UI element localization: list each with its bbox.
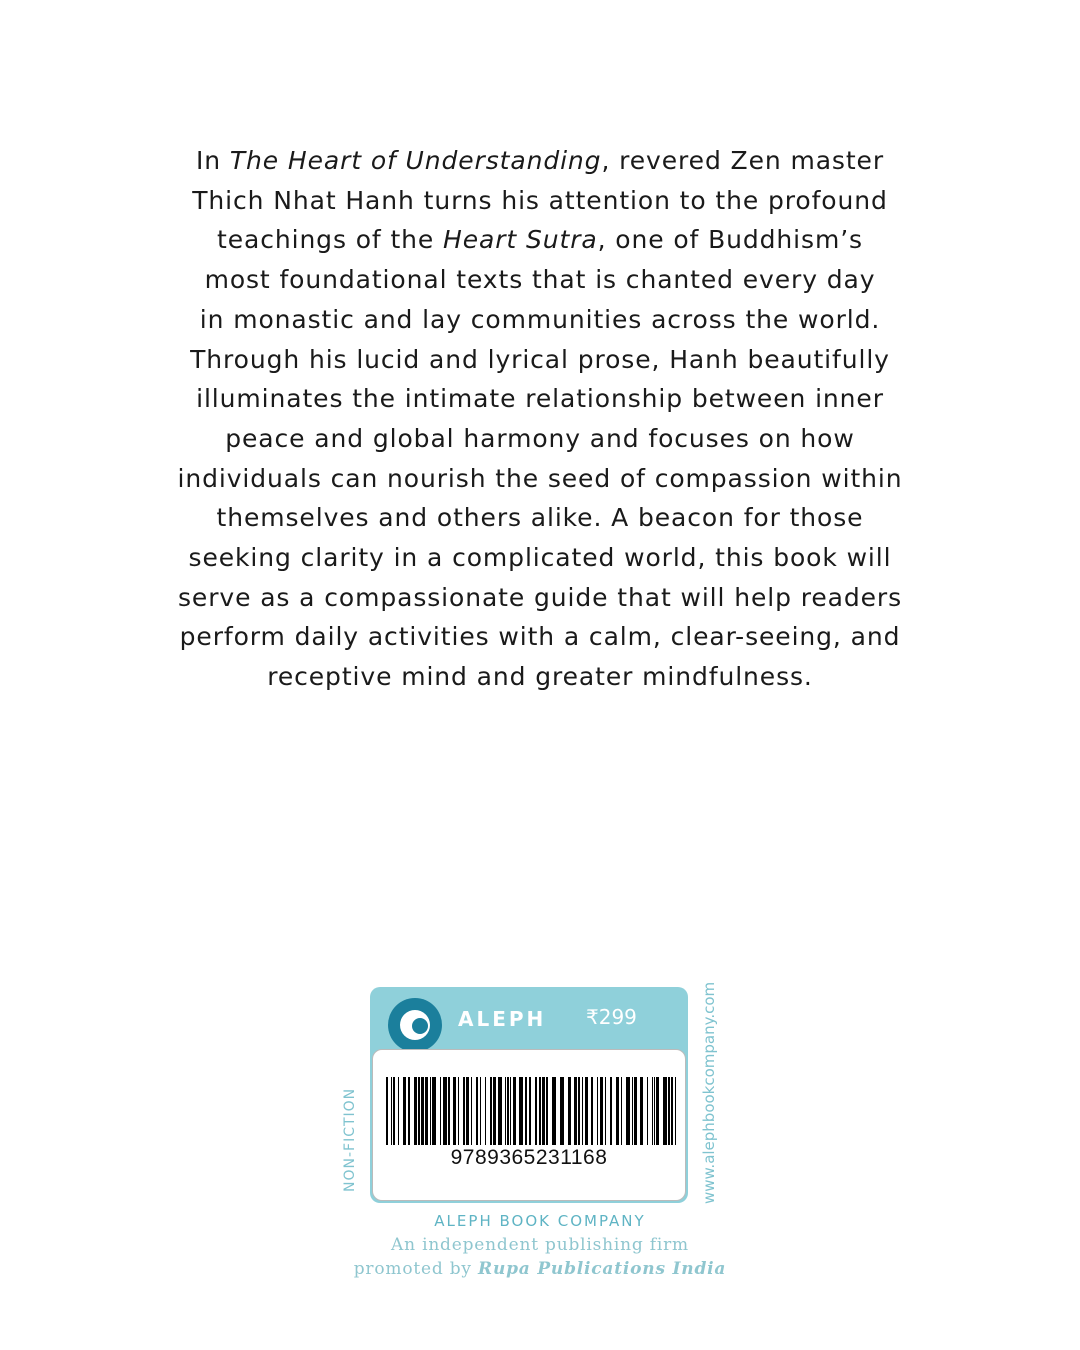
barcode-bar	[463, 1077, 465, 1145]
barcode-bar	[510, 1077, 511, 1145]
text-segment: most foundational texts that is chanted every day	[204, 265, 876, 295]
description-line	[0, 220, 1080, 260]
description-line	[0, 419, 1080, 459]
barcode-bar	[414, 1077, 417, 1145]
description-line	[0, 141, 1080, 181]
italic-title: The Heart of Understanding	[229, 146, 602, 175]
barcode-bar	[471, 1077, 472, 1145]
barcode-bar	[621, 1077, 622, 1145]
barcode-bar	[654, 1077, 655, 1145]
aleph-logo-icon	[388, 998, 442, 1052]
barcode-bar	[542, 1077, 545, 1145]
website-url: www.alephbookcompany.com	[700, 981, 718, 1204]
text-segment: In	[195, 146, 230, 175]
description-line	[0, 657, 1080, 697]
barcode-bar	[458, 1077, 459, 1145]
publisher-tagline: An independent publishing firm	[391, 1235, 689, 1255]
text-segment: in monastic and lay communities across the world.	[199, 304, 881, 334]
text-segment: Through his lucid and lyrical prose, Hanh beautifully	[190, 344, 890, 374]
text-segment: receptive mind and greater mindfulness.	[267, 662, 813, 692]
text-segment: individuals can nourish the seed of compassion within	[177, 463, 903, 493]
barcode-bar	[610, 1077, 612, 1145]
brand-name: ALEPH	[458, 1007, 547, 1031]
text-segment: serve as a compassionate guide that will help readers	[177, 582, 902, 612]
barcode-bar	[585, 1077, 588, 1145]
description-line	[0, 260, 1080, 300]
description-line	[0, 459, 1080, 499]
category-label: NON-FICTION	[342, 1087, 358, 1192]
text-segment: , revered Zen master	[601, 146, 885, 175]
barcode-bar	[568, 1077, 571, 1145]
italic-title: Heart Sutra	[443, 225, 598, 255]
barcode-bar	[393, 1077, 395, 1145]
barcode-bar	[519, 1077, 523, 1145]
barcode-bar	[513, 1077, 516, 1145]
text-segment: seeking clarity in a complicated world, this book will	[188, 543, 892, 573]
description-line	[0, 578, 1080, 618]
barcode-bar	[582, 1077, 583, 1145]
barcode-bar	[505, 1077, 506, 1145]
barcode-label	[372, 1049, 686, 1201]
barcode-bar	[539, 1077, 541, 1145]
barcode-bar	[418, 1077, 420, 1145]
barcode-bar	[421, 1077, 424, 1145]
description-line	[0, 379, 1080, 419]
barcode-bar	[535, 1077, 537, 1145]
description-line	[0, 498, 1080, 538]
barcode-bar	[671, 1077, 673, 1145]
book-description	[0, 141, 1080, 697]
barcode-bar	[552, 1077, 556, 1145]
description-line	[0, 340, 1080, 380]
barcode-bar	[640, 1077, 643, 1145]
price-barcode-card	[370, 987, 688, 1203]
barcode-bar	[546, 1077, 548, 1145]
text-segment: perform daily activities with a calm, clear-seeing, and	[179, 622, 901, 652]
barcode-bar	[597, 1077, 598, 1145]
barcode-bar	[430, 1077, 431, 1145]
barcode-bar	[632, 1077, 633, 1145]
barcode-bar	[652, 1077, 653, 1145]
text-segment: teachings of the	[217, 225, 444, 255]
barcode-bar	[647, 1077, 648, 1145]
barcode-bar	[525, 1077, 527, 1145]
barcode-bar	[675, 1077, 676, 1145]
barcode-bar	[578, 1077, 580, 1145]
barcode-bar	[425, 1077, 428, 1145]
promoted-prefix: promoted by	[353, 1259, 479, 1279]
barcode-bar	[626, 1077, 630, 1145]
barcode-bar	[600, 1077, 603, 1145]
barcode-bar	[476, 1077, 478, 1145]
barcode-bar	[453, 1077, 456, 1145]
barcode-bar	[560, 1077, 564, 1145]
barcode-bar	[498, 1077, 502, 1145]
barcode-bar	[391, 1077, 392, 1145]
description-line	[0, 181, 1080, 221]
barcode-bar	[574, 1077, 577, 1145]
text-segment: , one of Buddhism’s	[597, 225, 863, 255]
text-segment: peace and global harmony and focuses on how	[225, 423, 855, 453]
barcode-bar	[386, 1077, 388, 1145]
barcode-bar	[605, 1077, 606, 1145]
text-segment: illuminates the intimate relationship between inner	[196, 384, 884, 414]
publisher-promoted-by	[0, 1259, 1080, 1279]
card-header	[370, 987, 688, 1049]
description-line	[0, 538, 1080, 578]
isbn-number: 9789365231168	[450, 1146, 608, 1169]
barcode-bar	[656, 1077, 659, 1145]
barcode-bar	[616, 1077, 619, 1145]
text-segment: themselves and others alike. A beacon for those	[216, 503, 864, 533]
barcode-bar	[403, 1077, 406, 1145]
barcode-bar	[408, 1077, 410, 1145]
description-line	[0, 300, 1080, 340]
barcode-bar	[634, 1077, 637, 1145]
barcode-bar	[398, 1077, 399, 1145]
barcode	[386, 1077, 681, 1145]
text-segment: Thich Nhat Hanh turns his attention to the profound	[192, 185, 888, 215]
barcode-bar	[443, 1077, 447, 1145]
barcode-bar	[480, 1077, 481, 1145]
barcode-bar	[493, 1077, 496, 1145]
barcode-bar	[591, 1077, 593, 1145]
publisher-name: ALEPH BOOK COMPANY	[434, 1212, 646, 1230]
barcode-bar	[529, 1077, 531, 1145]
barcode-bar	[490, 1077, 492, 1145]
barcode-bar	[466, 1077, 469, 1145]
barcode-bar	[507, 1077, 509, 1145]
price: ₹299	[586, 1005, 637, 1029]
barcode-bar	[448, 1077, 450, 1145]
barcode-bar	[663, 1077, 667, 1145]
barcode-bar	[432, 1077, 436, 1145]
barcode-bar	[668, 1077, 670, 1145]
barcode-bar	[485, 1077, 486, 1145]
barcode-bar	[440, 1077, 441, 1145]
description-line	[0, 617, 1080, 657]
promoter-name: Rupa Publications India	[478, 1259, 727, 1279]
